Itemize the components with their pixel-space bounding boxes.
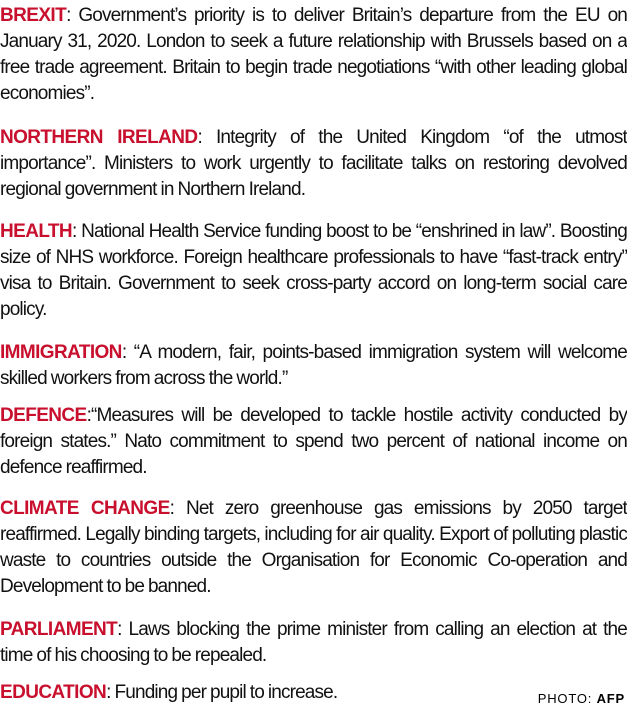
credit-agency: AFP (596, 691, 625, 706)
entry-text: : Net zero greenhouse gas emissions by 2050 target reaffirmed. Legally binding targets, including for air quality. Export of polluting plastic waste to countries outside the Organisation for Economic Co-operation and Development to be banned. (0, 498, 627, 597)
entry-text: :“Measures will be developed to tackle hostile activity conducted by foreign states.” Nato commitment to spend two percent of national income on defence reaffirmed. (0, 405, 627, 478)
entry-text: : Funding per pupil to increase. (106, 682, 338, 703)
entry-climate-change (0, 496, 627, 600)
credit-label: PHOTO: (537, 691, 593, 706)
entry-text: : National Health Service funding boost to be “enshrined in law”. Boosting size of NHS workforce. Foreign healthcare professionals to have “fast-track entry” visa to Britain. Government to seek cross-party accord on long-term social care policy. (0, 221, 627, 320)
entry-text: : Integrity of the United Kingdom “of the utmost importance”. Ministers to work urgently to facilitate talks on restoring devolved regional government in Northern Ireland. (0, 127, 627, 200)
entry-defence (0, 403, 627, 481)
entry-heading: DEFENCE (0, 405, 87, 426)
entry-heading: PARLIAMENT (0, 619, 118, 640)
photo-credit (538, 691, 625, 706)
entry-text: : “A modern, fair, points-based immigration system will welcome skilled workers from across the world.” (0, 342, 627, 389)
entry-heading: NORTHERN IRELAND (0, 127, 198, 148)
entry-immigration (0, 340, 627, 392)
entry-heading: BREXIT (0, 5, 67, 26)
entry-heading: HEALTH (0, 221, 73, 242)
entry-parliament (0, 617, 627, 669)
entry-heading: CLIMATE CHANGE (0, 498, 170, 519)
entry-northern-ireland (0, 125, 627, 203)
entry-education (0, 680, 510, 706)
entry-text: : Laws blocking the prime minister from calling an election at the time of his choosing to be repealed. (0, 619, 627, 666)
entry-heading: IMMIGRATION (0, 342, 122, 363)
entry-heading: EDUCATION (0, 682, 107, 703)
entry-brexit (0, 3, 627, 107)
entry-health (0, 219, 627, 323)
entry-text: : Government’s priority is to deliver Britain’s departure from the EU on January 31, 2020. London to seek a future relationship with Brussels based on a free trade agreement. Britain to begin trade negotiations “with other leading global economies”. (0, 5, 627, 104)
